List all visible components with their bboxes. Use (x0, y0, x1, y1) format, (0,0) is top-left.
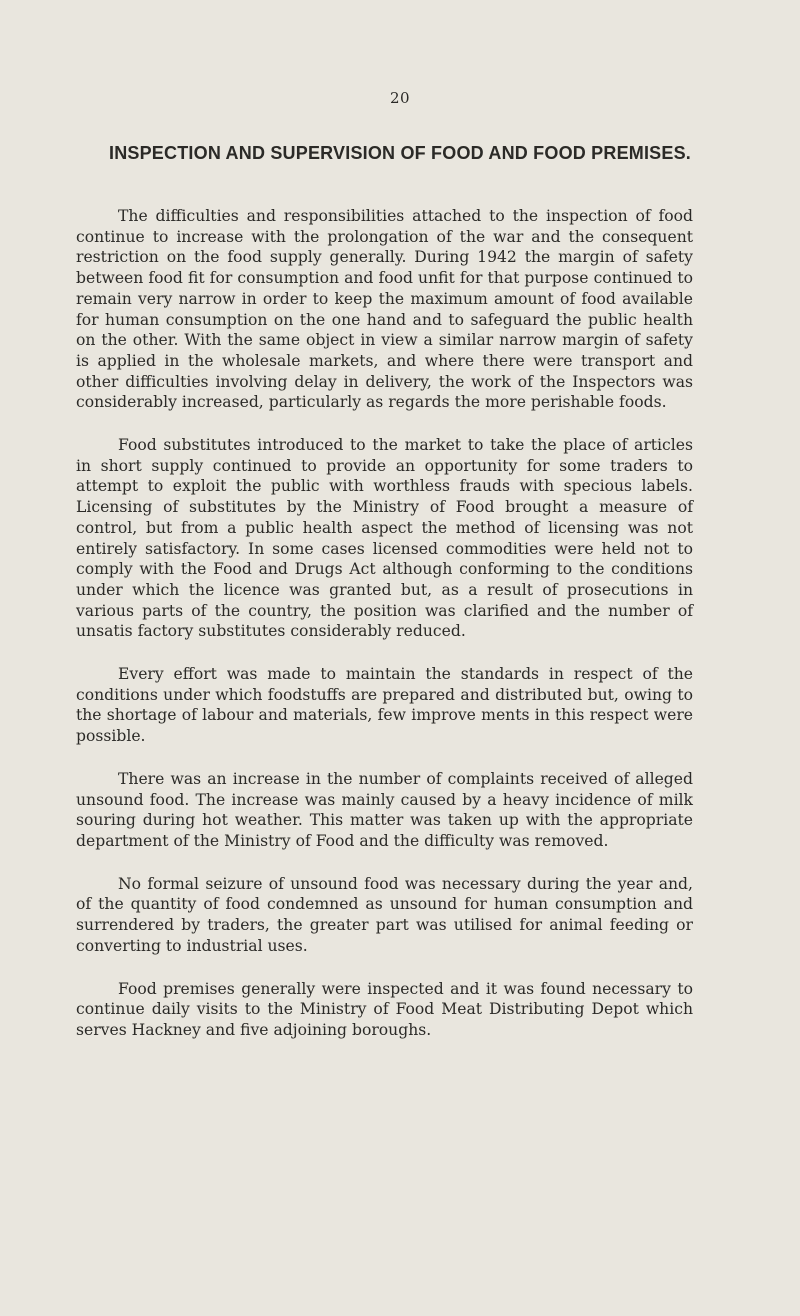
page-number: 20 (389, 89, 411, 107)
paragraph-food-premises: Food premises generally were inspected and it was found necessary to continue daily visits to the Ministry of Food Meat Distributing Depot which serves Hackney and five adjoining boroughs. (76, 979, 693, 1039)
paragraph-food-substitutes: Food substitutes introduced to the market to take the place of articles in short supply continued to provide an opportunity for some traders to attempt to exploit the public with worthless frauds with specious labels. Licensing of substitutes by the Ministry of Food brought a measure of control, but from a public health aspect the method of licensing was not entirely satisfactory. In some cases licensed commodities were held not to comply with the Food and Drugs Act although conforming to the conditions under which the licence was granted but, as a result of prosecutions in various parts of the country, the position was clarified and the number of unsatis factory substitutes considerably reduced. (76, 436, 693, 641)
paragraph-inspection-difficulties: The difficulties and responsibilities attached to the inspection of food continue to increase with the prolongation of the war and the consequent restriction on the food supply generally. During 1942 the margin of safety between food fit for consumption and food unfit for that purpose continued to remain very narrow in order to keep the maximum amount of food available for human consumption on the one hand and to safeguard the public health on the other. With the same object in view a similar narrow margin of safety is applied in the wholesale markets, and where there were transport and other difficulties involving delay in delivery, the work of the Inspectors was considerably increased, particularly as regards the more perishable foods. (76, 207, 693, 412)
page-title: INSPECTION AND SUPERVISION OF FOOD AND FOOD PREMISES. (109, 143, 691, 163)
paragraph-seizure: No formal seizure of unsound food was necessary during the year and, of the quantity of food condemned as unsound for human consumption and surrendered by traders, the greater part was utilised for animal feeding or converting to industrial uses. (76, 874, 693, 955)
paragraph-complaints: There was an increase in the number of complaints received of alleged unsound food. The increase was mainly caused by a heavy incidence of milk souring during hot weather. This matter was taken up with the appropriate department of the Ministry of Food and the difficulty was removed. (76, 769, 693, 850)
body-text (76, 206, 693, 1063)
paragraph-standards: Every effort was made to maintain the standards in respect of the conditions under which foodstuffs are prepared and distributed but, owing to the shortage of labour and materials, few improve ments in this respect were possible. (76, 665, 693, 746)
